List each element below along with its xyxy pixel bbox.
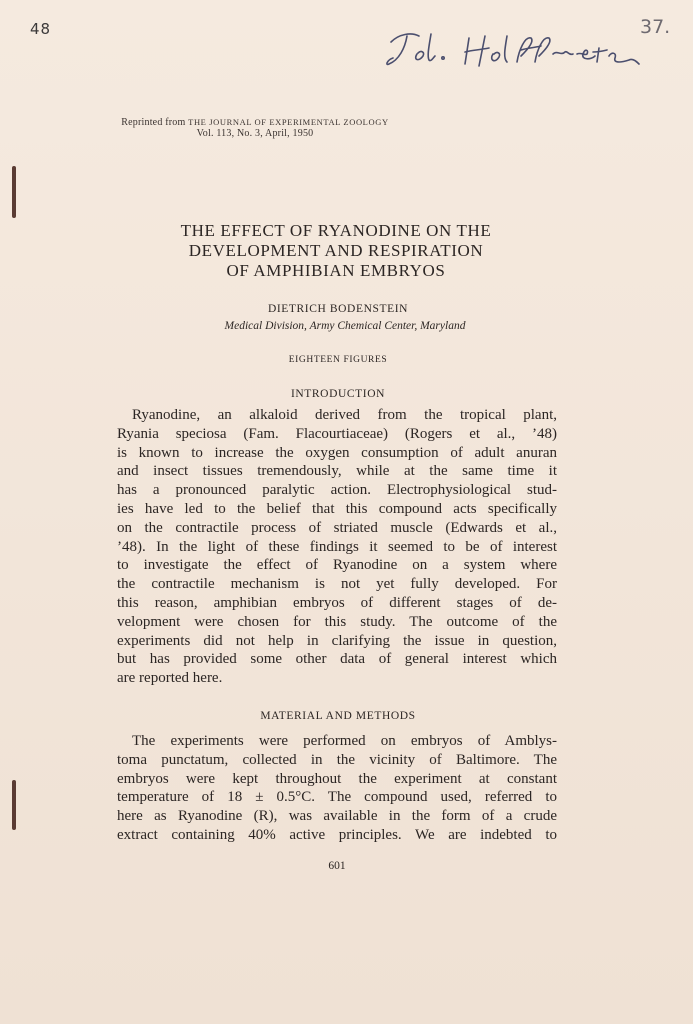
author-name: DIETRICH BODENSTEIN: [267, 303, 409, 315]
text-line: ’48). In the light of these findings it seemed to be of interest: [117, 538, 557, 555]
text-line: ies have led to the belief that this compound acts specifically: [117, 500, 557, 517]
author-affiliation: Medical Division, Army Chemical Center, Maryland: [224, 320, 466, 332]
text-line: on the contractile process of striated muscle (Edwards et al.,: [117, 519, 557, 536]
text-line: temperature of 18 ± 0.5°C. The compound used, referred to: [117, 789, 557, 806]
text-line: extract containing 40% active principles. We are indebted to: [117, 826, 557, 843]
text-line: to investigate the effect of Ryanodine on a system where: [117, 557, 557, 574]
introduction-paragraph: [117, 406, 557, 688]
text-line: but has provided some other data of general interest which: [117, 651, 557, 668]
text-line: here as Ryanodine (R), was available in the form of a crude: [117, 808, 557, 825]
text-line: Ryanodine, an alkaloid derived from the tropical plant,: [132, 407, 557, 423]
text-line: The experiments were performed on embryos of Amblys-: [132, 733, 557, 749]
text-line: is known to increase the oxygen consumption of adult anuran: [117, 444, 557, 461]
text-line: toma punctatum, collected in the vicinity of Baltimore. The: [117, 751, 557, 768]
figures-note: EIGHTEEN FIGURES: [288, 355, 388, 365]
text-line: embryos were kept throughout the experiment at constant: [117, 770, 557, 787]
text-line: this reason, amphibian embryos of different stages of de-: [117, 594, 557, 611]
handwritten-signature: [385, 24, 645, 84]
text-line: experiments did not help in clarifying the issue in question,: [117, 632, 557, 649]
title-line: THE EFFECT OF RYANODINE ON THE: [180, 221, 492, 240]
staple-mark-top: [12, 166, 16, 218]
text-line: Ryania speciosa (Fam. Flacourtiaceae) (Rogers et al., ’48): [117, 425, 557, 442]
text-line: are reported here.: [117, 670, 223, 687]
pencil-number: 37.: [640, 16, 671, 38]
methods-paragraph: [117, 732, 557, 845]
staple-mark-bottom: [12, 780, 16, 830]
title-line: OF AMPHIBIAN EMBRYOS: [226, 261, 446, 280]
text-line: the contractile mechanism is not yet fully developed. For: [117, 576, 557, 593]
text-line: velopment were chosen for this study. The outcome of the: [117, 613, 557, 630]
paper-title: [0, 221, 672, 281]
reprint-line-2: Vol. 113, No. 3, April, 1950: [196, 128, 314, 139]
handwritten-page-number: 48: [30, 20, 52, 38]
text-line: and insect tissues tremendously, while at the same time it: [117, 463, 557, 480]
reprint-notice: [0, 117, 510, 139]
reprint-prefix: Reprinted from: [121, 117, 189, 128]
text-line: has a pronounced paralytic action. Electrophysiological stud-: [117, 482, 557, 499]
reprint-line-1: [0, 117, 510, 128]
page-folio: 601: [328, 860, 346, 872]
journal-name: THE JOURNAL OF EXPERIMENTAL ZOOLOGY: [188, 117, 389, 127]
section-heading-introduction: INTRODUCTION: [290, 388, 386, 400]
title-line: DEVELOPMENT AND RESPIRATION: [188, 241, 484, 260]
section-heading-material-methods: MATERIAL AND METHODS: [260, 710, 416, 722]
